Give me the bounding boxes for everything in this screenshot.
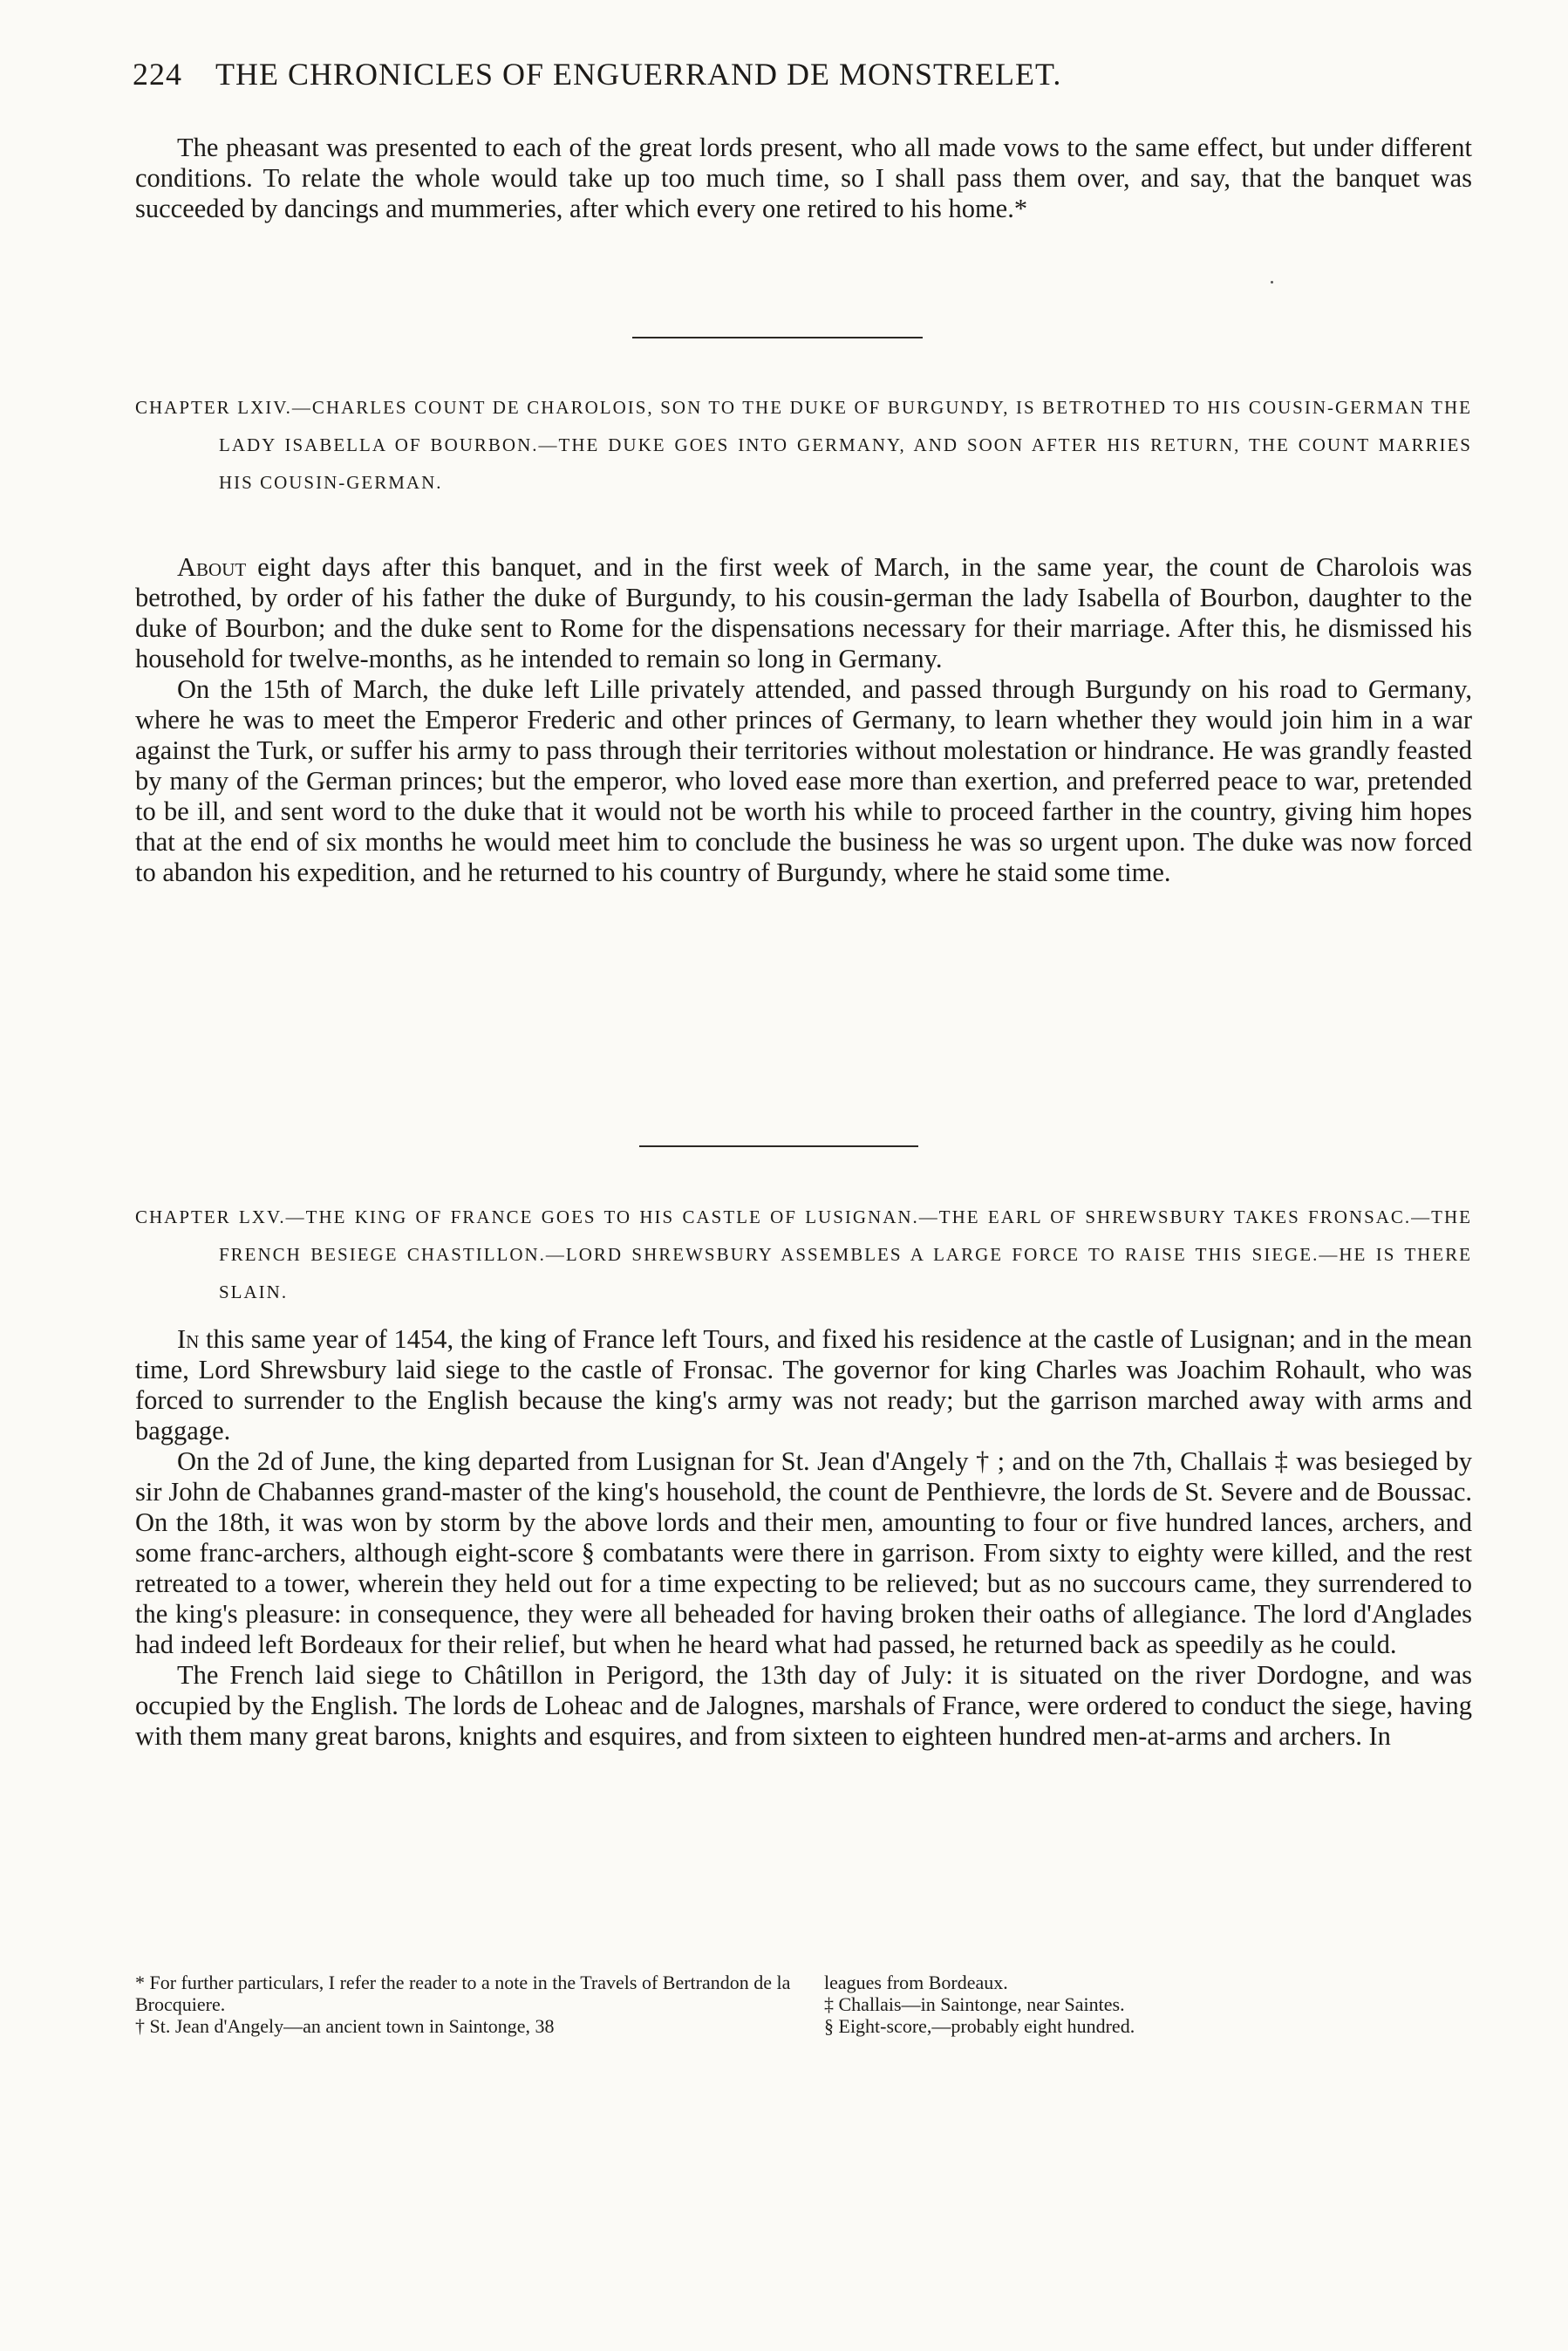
chapter-64-paragraph-2: On the 15th of March, the duke left Lille privately attended, and passed through Burgundy on his road to Germany, where he was to meet the Emperor Frederic and other princes of Germany, to learn whether they would join him in a war against the Turk, or suffer his army to pass through their territories without molestation or hindrance. He was grandly feasted by many of the German princes; but the emperor, who loved ease more than exertion, and preferred peace to war, pretended to be ill, and sent word to the duke that it would not be worth his while to proceed farther in the country, giving him hopes that at the end of six months he would meet him to conclude the business he was so urgent upon. The duke was now forced to abandon his expedition, and he returned to his country of Burgundy, where he staid some time. [135,674,1472,887]
chapter-65-paragraph-2: On the 2d of June, the king departed from Lusignan for St. Jean d'Angely † ; and on the 7th, Challais ‡ was besieged by sir John de Chabannes grand-master of the king's household, the count de Penthievre, the lords de St. Severe and de Boussac. On the 18th, it was won by storm by the above lords and their men, amounting to four or five hundred lances, archers, and some franc-archers, although eight-score § combatants were there in garrison. From sixty to eighty were killed, and the rest retreated to a tower, wherein they held out for a time expecting to be relieved; but as no succours came, they surrendered to the king's pleasure: in consequence, they were all beheaded for having broken their oaths of allegiance. The lord d'Anglades had indeed left Bordeaux for their relief, but when he heard what had passed, he returned back as speedily as he could. [135,1446,1472,1659]
footnote: § Eight-score,—probably eight hundred. [824,2015,1135,2037]
footnotes-left [135,1972,798,2037]
chapter-65-heading: CHAPTER LXV.—THE KING OF FRANCE GOES TO HIS CASTLE OF LUSIGNAN.—THE EARL OF SHREWSBURY TAKES FRONSAC.—THE FRENCH BESIEGE CHASTILLON.—LORD SHREWSBURY ASSEMBLES A LARGE FORCE TO RAISE THIS SIEGE.—HE IS THERE SLAIN. [135,1206,1472,1302]
chapter-65-lead-word: In [177,1324,200,1354]
chapter-64-heading: CHAPTER LXIV.—CHARLES COUNT DE CHAROLOIS, SON TO THE DUKE OF BURGUNDY, IS BETROTHED TO HIS COUSIN-GERMAN THE LADY ISABELLA OF BOURBON.—THE DUKE GOES INTO GERMANY, AND SOON AFTER HIS RETURN, THE COUNT MARRIES HIS COUSIN-GERMAN. [135,397,1472,493]
print-speck [1271,281,1273,284]
chapter-64-body [135,552,1472,888]
intro-paragraph: The pheasant was presented to each of the great lords present, who all made vows to the same effect, but under different conditions. To relate the whole would take up too much time, so I shall pass them over, and say, that the banquet was succeeded by dancings and mummeries, after which every one retired to his home.* [135,133,1472,223]
intro-text [135,133,1472,224]
footnote: ‡ Challais—in Saintonge, near Saintes. [824,1993,1125,2015]
book-title: THE CHRONICLES OF ENGUERRAND DE MONSTRELET. [215,57,1062,92]
running-header [133,56,1476,92]
chapter-64-paragraph-1: About eight days after this banquet, and in the first week of March, in the same year, the count de Charolois was betrothed, by order of his father the duke of Burgundy, to his cousin-german the lady Isabella of Bourbon, daughter to the duke of Bourbon; and the duke sent to Rome for the dispensations necessary for their marriage. After this, he dismissed his household for twelve-months, as he intended to remain so long in Germany. [135,552,1472,673]
section-divider [639,1145,918,1147]
chapter-65-body [135,1324,1472,1752]
footnote: * For further particulars, I refer the reader to a note in the Travels of Bertrandon de la Brocquiere. [135,1972,791,2015]
page-number: 224 [133,57,182,92]
footnotes-right [824,1972,1469,2037]
section-divider [632,337,923,338]
chapter-65-paragraph-1: In this same year of 1454, the king of France left Tours, and fixed his residence at the castle of Lusignan; and in the mean time, Lord Shrewsbury laid siege to the castle of Fronsac. The governor for king Charles was Joachim Rohault, who was forced to surrender to the English because the king's army was not ready; but the garrison marched away with arms and baggage. [135,1324,1472,1445]
chapter-65-paragraph-3: The French laid siege to Châtillon in Perigord, the 13th day of July: it is situated on the river Dordogne, and was occupied by the English. The lords de Loheac and de Jalognes, marshals of France, were ordered to conduct the siege, having with them many great barons, knights and esquires, and from sixteen to eighteen hundred men-at-arms and archers. In [135,1660,1472,1751]
chapter-64-lead-word: About [177,552,247,582]
footnote: † St. Jean d'Angely—an ancient town in Saintonge, 38 [135,2015,555,2037]
footnote: leagues from Bordeaux. [824,1972,1008,1993]
